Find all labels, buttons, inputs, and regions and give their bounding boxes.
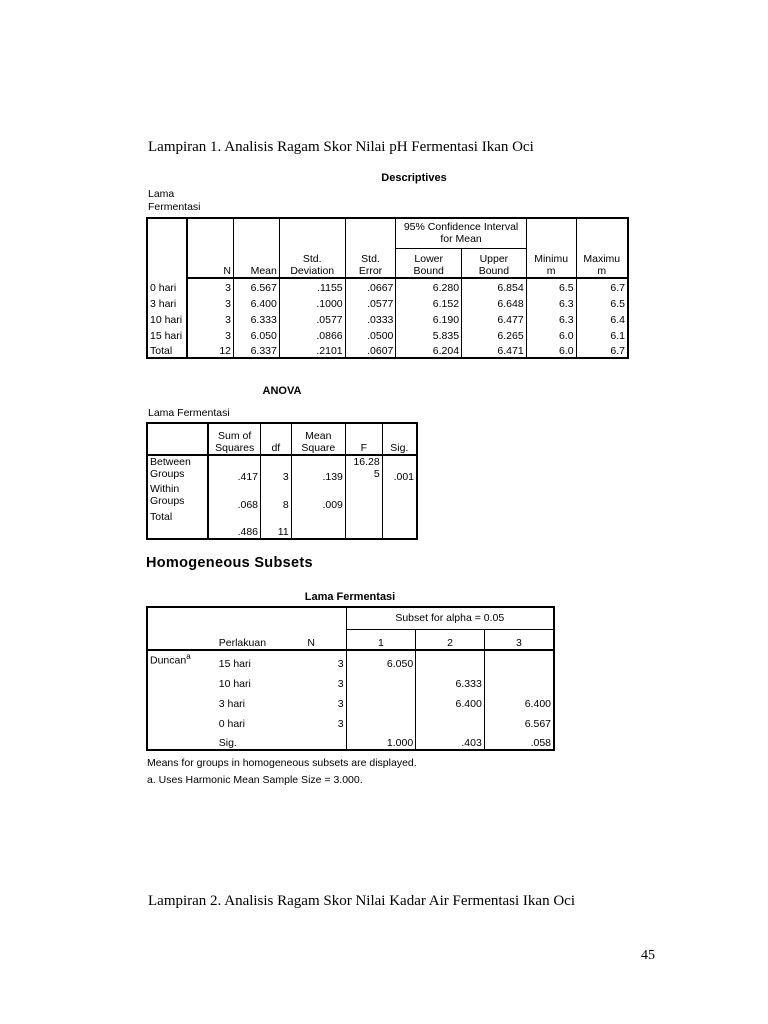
row-label <box>147 511 208 539</box>
cell-n: 3 <box>277 670 346 690</box>
col-maximum <box>576 248 628 278</box>
col-df: df <box>261 423 292 455</box>
cell-maximum: 6.4 <box>576 310 628 326</box>
col-n: N <box>277 629 346 650</box>
row-label <box>147 483 208 511</box>
col-max-2: m <box>597 265 607 277</box>
table-row <box>147 730 554 750</box>
cell-mean: 6.400 <box>234 294 280 310</box>
cell-f <box>345 455 382 483</box>
col-ss-1: Sum of <box>218 430 252 442</box>
cell-n: 3 <box>187 278 234 294</box>
col-minimum <box>526 248 576 278</box>
header-empty <box>234 218 280 248</box>
col-mean-square <box>291 423 345 455</box>
table-row <box>147 278 628 294</box>
col-subset-2: 2 <box>416 629 485 650</box>
cell-f-line1: 16.28 <box>353 456 380 468</box>
col-ub-2: Bound <box>478 265 510 277</box>
cell-maximum: 6.7 <box>576 278 628 294</box>
cell-n: 3 <box>187 310 234 326</box>
row-label: 0 hari <box>147 278 187 294</box>
page-number: 45 <box>641 948 655 963</box>
cell-subset-3: .058 <box>484 730 554 750</box>
col-std-deviation <box>279 248 345 278</box>
cell-std-deviation: .0866 <box>279 326 345 342</box>
cell-sum-of-squares: .486 <box>208 511 260 539</box>
col-lower-bound <box>396 248 462 278</box>
cell-upper-bound: 6.477 <box>462 310 527 326</box>
row-label: 0 hari <box>218 718 246 730</box>
col-subset-1: 1 <box>346 629 416 650</box>
col-sig: Sig. <box>382 423 417 455</box>
homogeneous-subsets-table <box>146 606 555 751</box>
cell-subset-1 <box>346 710 416 730</box>
ci-header-line1: 95% Confidence Interval <box>403 221 519 234</box>
col-sd-2: Deviation <box>290 265 335 277</box>
col-n: N <box>187 248 234 278</box>
cell-subset-2: 6.400 <box>416 690 485 710</box>
appendix-heading-2: Lampiran 2. Analisis Ragam Skor Nilai Kadar Air Fermentasi Ikan Oci <box>148 893 575 909</box>
dep-var-line1: Lama <box>148 188 175 200</box>
cell-subset-3: 6.567 <box>484 710 554 730</box>
cell-f <box>345 483 382 511</box>
cell-subset-2: 6.333 <box>416 670 485 690</box>
col-ub-1: Upper <box>479 253 509 265</box>
cell-n <box>277 730 346 750</box>
method-cell <box>147 670 217 690</box>
col-ms-1: Mean <box>305 430 332 442</box>
table-row <box>147 326 628 342</box>
cell-mean: 6.567 <box>234 278 280 294</box>
cell-subset-1 <box>346 690 416 710</box>
cell-subset-1 <box>346 670 416 690</box>
table-row <box>147 342 628 358</box>
cell-lower-bound: 6.190 <box>396 310 462 326</box>
row-label-line1: Between <box>150 456 191 468</box>
header-empty <box>576 218 628 248</box>
cell-sig: .001 <box>382 455 417 483</box>
header-empty <box>279 218 345 248</box>
col-lb-2: Bound <box>413 265 444 277</box>
cell-df: 8 <box>261 483 292 511</box>
cell-minimum: 6.3 <box>526 310 576 326</box>
cell-mean: 6.333 <box>234 310 280 326</box>
anova-header-row <box>147 423 417 455</box>
row-label-line2: Groups <box>150 495 185 507</box>
cell-sig <box>382 511 417 539</box>
cell-f-line2: 5 <box>373 468 380 480</box>
col-std-error <box>345 248 396 278</box>
cell-mean: 6.337 <box>234 342 280 358</box>
cell-lower-bound: 6.152 <box>396 294 462 310</box>
cell-n: 3 <box>277 650 346 670</box>
cell-maximum: 6.7 <box>576 342 628 358</box>
col-sd-1: Std. <box>302 253 322 265</box>
row-label-line1: Within <box>150 483 180 495</box>
cell-mean-square <box>291 511 345 539</box>
appendix-heading-1: Lampiran 1. Analisis Ragam Skor Nilai pH Fermentasi Ikan Oci <box>148 139 534 155</box>
anova-body <box>147 455 417 539</box>
descriptives-title: Descriptives <box>381 172 447 184</box>
cell-upper-bound: 6.471 <box>462 342 527 358</box>
cell-lower-bound: 6.204 <box>396 342 462 358</box>
col-mean: Mean <box>234 248 280 278</box>
table-row <box>147 310 628 326</box>
header-empty <box>345 218 396 248</box>
row-label: 3 hari <box>218 698 246 710</box>
cell-std-deviation: .1000 <box>279 294 345 310</box>
row-label: 10 hari <box>218 678 251 690</box>
col-lb-1: Lower <box>414 253 444 265</box>
cell-maximum: 6.1 <box>576 326 628 342</box>
method-cell <box>147 690 217 710</box>
cell-n: 3 <box>187 326 234 342</box>
col-upper-bound <box>462 248 527 278</box>
cell-sum-of-squares: .417 <box>208 455 260 483</box>
table-row <box>147 511 417 539</box>
cell-mean: 6.050 <box>234 326 280 342</box>
header-empty <box>187 218 234 248</box>
dep-var-line2: Fermentasi <box>148 201 201 213</box>
table-row <box>147 455 417 483</box>
cell-std-deviation: .2101 <box>279 342 345 358</box>
descriptives-body <box>147 278 628 358</box>
homogeneous-body <box>147 650 554 750</box>
descriptives-header-row-2 <box>147 248 628 278</box>
method-cell <box>147 710 217 730</box>
corner-cell <box>147 218 187 278</box>
col-se-2: Error <box>358 265 383 277</box>
header-empty <box>526 218 576 248</box>
cell-minimum: 6.0 <box>526 342 576 358</box>
cell-upper-bound: 6.854 <box>462 278 527 294</box>
row-label: Total <box>147 342 187 358</box>
row-label-line1: Total <box>150 511 173 523</box>
cell-f <box>345 511 382 539</box>
cell-upper-bound: 6.265 <box>462 326 527 342</box>
cell-std-error: .0607 <box>345 342 396 358</box>
col-perlakuan: Perlakuan <box>217 629 277 650</box>
row-label: 15 hari <box>147 326 187 342</box>
table-row <box>147 483 417 511</box>
cell-sum-of-squares: .068 <box>208 483 260 511</box>
cell-std-deviation: .0577 <box>279 310 345 326</box>
hs-header-row-2 <box>147 629 554 650</box>
col-max-1: Maximu <box>583 253 621 265</box>
col-ms-2: Square <box>301 442 336 454</box>
cell-df: 11 <box>261 511 292 539</box>
header-empty <box>277 607 346 629</box>
descriptives-table <box>146 217 629 359</box>
method-footnote-marker: a <box>186 652 191 661</box>
corner-cell <box>147 423 208 455</box>
cell-subset-2: .403 <box>416 730 485 750</box>
cell-subset-3 <box>484 650 554 670</box>
row-label: Sig. <box>217 730 277 750</box>
row-label <box>147 455 208 483</box>
cell-subset-3: 6.400 <box>484 690 554 710</box>
anova-table <box>146 422 418 540</box>
descriptives-dependent-variable <box>148 188 201 214</box>
cell-lower-bound: 6.280 <box>396 278 462 294</box>
header-empty <box>147 607 217 629</box>
cell-df: 3 <box>261 455 292 483</box>
col-subset-3: 3 <box>484 629 554 650</box>
cell-minimum: 6.0 <box>526 326 576 342</box>
cell-std-error: .0500 <box>345 326 396 342</box>
anova-title: ANOVA <box>262 385 302 397</box>
col-min-1: Minimu <box>534 253 569 265</box>
cell-sig <box>382 483 417 511</box>
cell-subset-3 <box>484 670 554 690</box>
col-sum-of-squares <box>208 423 260 455</box>
method-cell <box>147 730 217 750</box>
col-ss-2: Squares <box>215 442 255 454</box>
col-se-1: Std. <box>361 253 380 265</box>
table-row <box>147 670 554 690</box>
header-empty <box>217 607 277 629</box>
header-empty <box>147 629 217 650</box>
subset-header: Subset for alpha = 0.05 <box>346 607 554 629</box>
cell-subset-1: 6.050 <box>346 650 416 670</box>
cell-std-error: .0333 <box>345 310 396 326</box>
cell-maximum: 6.5 <box>576 294 628 310</box>
row-label: 15 hari <box>218 658 251 670</box>
col-f: F <box>345 423 382 455</box>
cell-std-deviation: .1155 <box>279 278 345 294</box>
cell-mean-square: .009 <box>291 483 345 511</box>
cell-mean-square: .139 <box>291 455 345 483</box>
cell-n: 12 <box>187 342 234 358</box>
cell-n: 3 <box>277 710 346 730</box>
cell-std-error: .0577 <box>345 294 396 310</box>
col-min-2: m <box>546 265 556 277</box>
cell-std-error: .0667 <box>345 278 396 294</box>
hs-note-1: Means for groups in homogeneous subsets are displayed. <box>147 757 417 769</box>
homogeneous-subsets-heading: Homogeneous Subsets <box>146 555 313 571</box>
anova-dependent-variable: Lama Fermentasi <box>148 407 230 419</box>
cell-lower-bound: 5.835 <box>396 326 462 342</box>
row-label-line2: Groups <box>150 468 185 480</box>
table-row <box>147 294 628 310</box>
table-row <box>147 690 554 710</box>
cell-minimum: 6.5 <box>526 278 576 294</box>
row-label: 10 hari <box>147 310 187 326</box>
cell-minimum: 6.3 <box>526 294 576 310</box>
cell-n: 3 <box>187 294 234 310</box>
cell-n: 3 <box>277 690 346 710</box>
row-label: 3 hari <box>147 294 187 310</box>
table-row <box>147 710 554 730</box>
method-label: Duncan <box>150 654 187 667</box>
hs-note-2: a. Uses Harmonic Mean Sample Size = 3.000. <box>147 774 363 786</box>
homogeneous-table-title: Lama Fermentasi <box>304 591 396 603</box>
cell-subset-1: 1.000 <box>346 730 416 750</box>
ci-header <box>396 218 526 248</box>
table-row <box>147 650 554 670</box>
cell-upper-bound: 6.648 <box>462 294 527 310</box>
cell-subset-2 <box>416 650 485 670</box>
hs-header-row-1 <box>147 607 554 629</box>
ci-header-line2: for Mean <box>440 233 482 246</box>
descriptives-header-row-1 <box>147 218 628 248</box>
method-cell <box>147 650 217 670</box>
cell-subset-2 <box>416 710 485 730</box>
